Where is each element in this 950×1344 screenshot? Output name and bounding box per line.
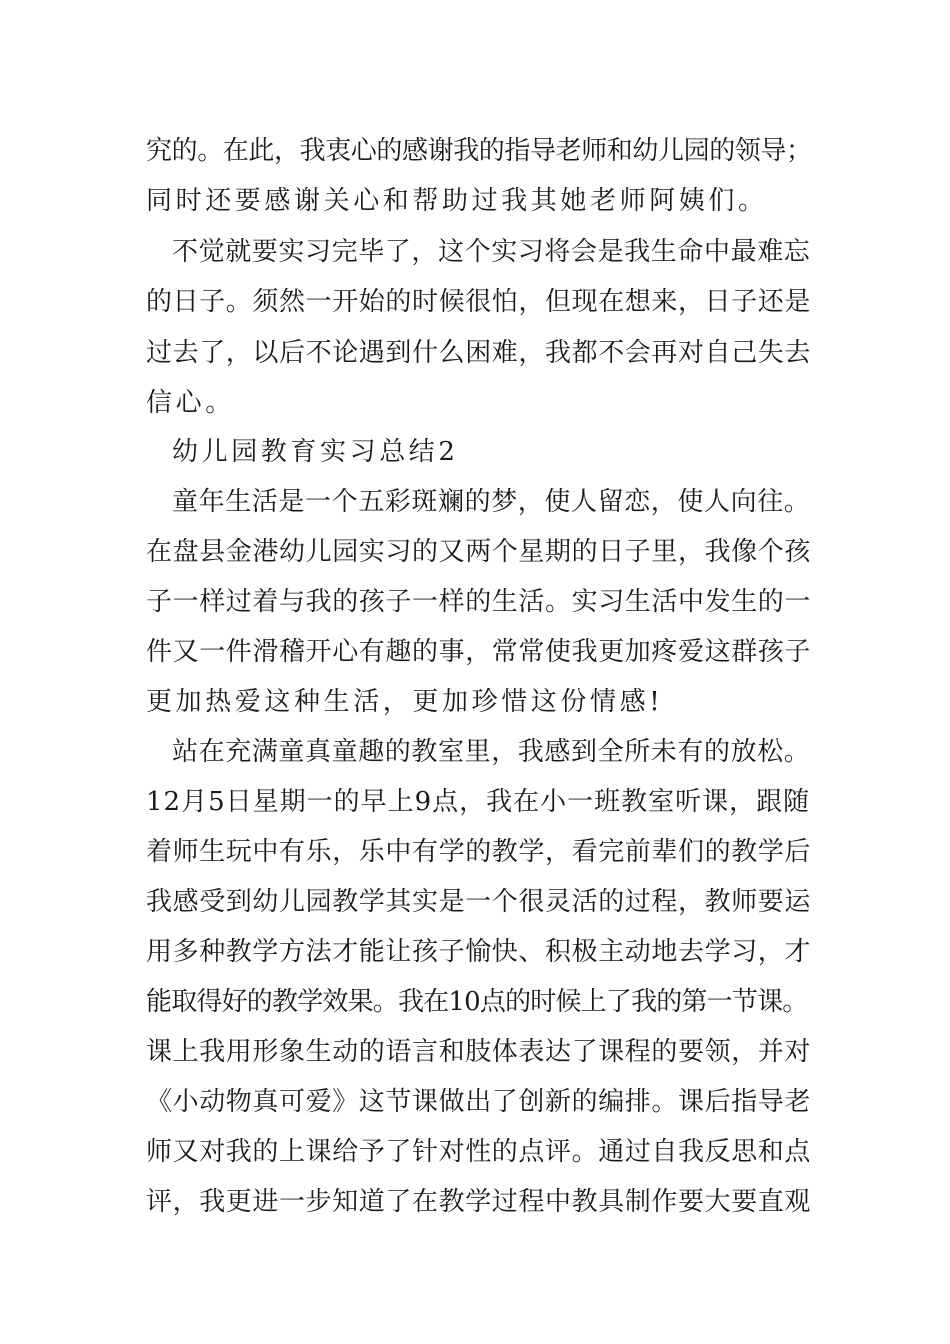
text-line: 件又一件滑稽开心有趣的事，常常使我更加疼爱这群孩子 <box>146 637 812 667</box>
section-heading: 幼儿园教育实习总结2 <box>172 437 459 467</box>
text-line: 评，我更进一步知道了在教学过程中教具制作要大要直观 <box>146 1187 812 1217</box>
text-line: 过去了，以后不论遇到什么困难，我都不会再对自己失去 <box>146 338 812 368</box>
text-line: 用多种教学方法才能让孩子愉快、积极主动地去学习，才 <box>146 937 812 967</box>
text-line: 我感受到幼儿园教学其实是一个很灵活的过程，教师要运 <box>146 887 812 917</box>
text-line: 更加热爱这种生活，更加珍惜这份情感! <box>146 687 664 717</box>
text-line: 信心。 <box>146 388 235 418</box>
text-line: 能取得好的教学效果。我在10点的时候上了我的第一节课。 <box>146 987 808 1017</box>
text-line: 师又对我的上课给予了针对性的点评。通过自我反思和点 <box>146 1137 812 1167</box>
text-line: 同时还要感谢关心和帮助过我其她老师阿姨们。 <box>146 186 768 216</box>
text-line: 子一样过着与我的孩子一样的生活。实习生活中发生的一 <box>146 587 812 617</box>
text-line: 《小动物真可爱》这节课做出了创新的编排。课后指导老 <box>146 1087 812 1117</box>
text-line: 童年生活是一个五彩斑斓的梦，使人留恋，使人向往。 <box>172 487 811 517</box>
text-line: 究的。在此，我衷心的感谢我的指导老师和幼儿园的领导； <box>146 136 812 166</box>
text-line: 12月5日星期一的早上9点，我在小一班教室听课，跟随 <box>146 787 811 817</box>
text-line: 在盘县金港幼儿园实习的又两个星期的日子里，我像个孩 <box>146 537 812 567</box>
text-line: 课上我用形象生动的语言和肢体表达了课程的要领，并对 <box>146 1037 812 1067</box>
text-line: 着师生玩中有乐，乐中有学的教学，看完前辈们的教学后 <box>146 837 812 867</box>
text-line: 的日子。须然一开始的时候很怕，但现在想来，日子还是 <box>146 287 812 317</box>
text-line: 不觉就要实习完毕了，这个实习将会是我生命中最难忘 <box>172 237 811 267</box>
text-line: 站在充满童真童趣的教室里，我感到全所未有的放松。 <box>172 737 811 767</box>
